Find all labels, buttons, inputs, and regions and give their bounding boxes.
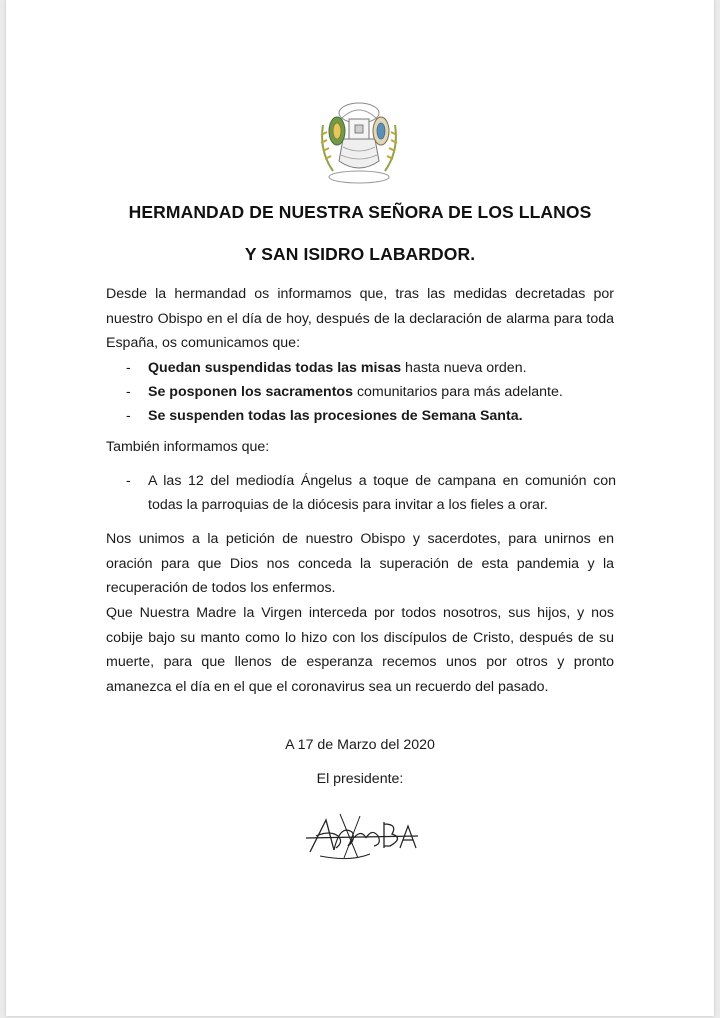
list-item <box>126 357 616 381</box>
list-item <box>126 405 616 429</box>
angelus-text: A las 12 del mediodía Ángelus a toque de campana en comunión con todas la parroquias de la diócesis para invitar a los fieles a orar. <box>148 473 616 513</box>
measure-bold: Quedan suspendidas todas las misas <box>148 360 402 376</box>
list-item <box>126 469 616 517</box>
title-line-2: Y SAN ISIDRO LABARDOR. <box>244 244 476 264</box>
title-line-1: HERMANDAD DE NUESTRA SEÑORA DE LOS LLANOS <box>128 202 592 222</box>
measures-list <box>126 357 616 428</box>
signature-icon <box>300 806 424 864</box>
measure-bold: Se suspenden todas las procesiones de Semana Santa. <box>148 407 523 424</box>
virgin-paragraph: Que Nuestra Madre la Virgen interceda por todos nosotros, sus hijos, y nos cobije bajo su manto como lo hizo con los discípulos de Cristo, después de su muerte, para que llenos de esperanza recemos unos por otros y pronto amanezca el día en el que el coronavirus sea un recuerdo del pasado. <box>106 605 614 695</box>
measure-rest: hasta nueva orden. <box>401 360 527 376</box>
measure-bold: Se posponen los sacramentos <box>148 383 353 400</box>
date-line: A 17 de Marzo del 2020 <box>285 737 435 753</box>
signatory-label: El presidente: <box>316 771 404 787</box>
measure-rest: comunitarios para más adelante. <box>353 383 563 400</box>
list-item <box>126 381 616 405</box>
union-paragraph: Nos unimos a la petición de nuestro Obispo y sacerdotes, para unirnos en oración para que Dios nos conceda la superación de esta pandemia y la recuperación de todos los enfermos. <box>106 531 614 596</box>
angelus-list <box>126 469 616 517</box>
brotherhood-crest-icon <box>313 95 405 187</box>
also-inform-text: También informamos que: <box>106 439 270 455</box>
intro-paragraph: Desde la hermandad os informamos que, tras las medidas decretadas por nuestro Obispo en el día de hoy, después de la declaración de alarma para toda España, os comunicamos que: <box>106 286 614 351</box>
